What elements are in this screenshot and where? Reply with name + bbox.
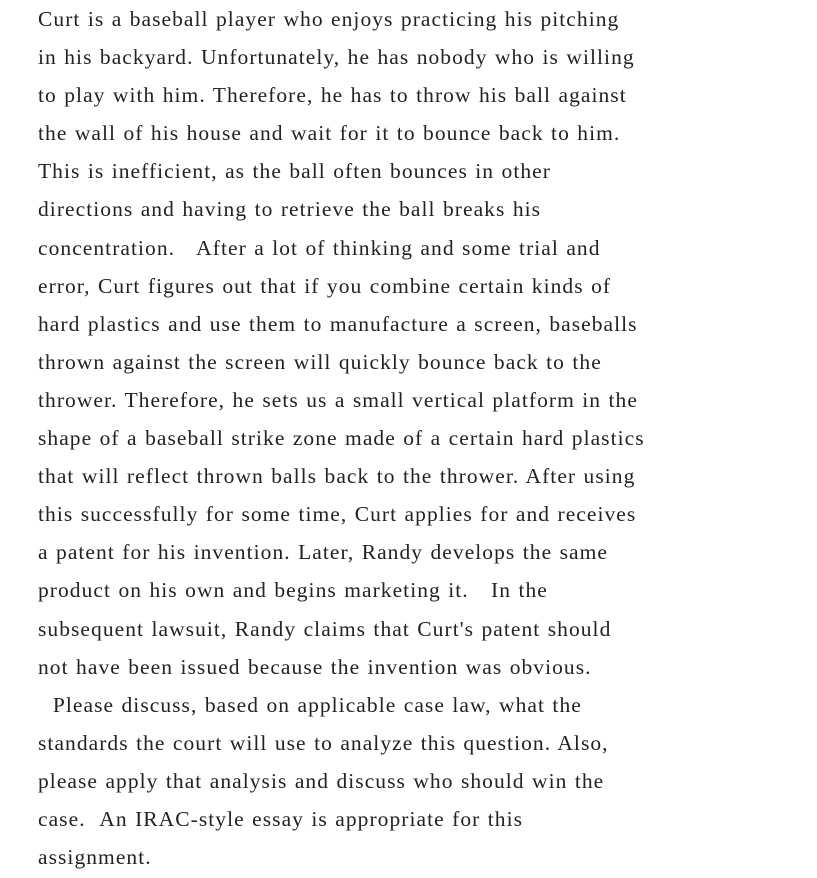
document-body [38,0,798,876]
text-line: to play with him. Therefore, he has to throw his ball against [38,83,627,108]
text-line: case. An IRAC-style essay is appropriate for this [38,806,524,831]
text-line: concentration. After a lot of thinking and some trial and [38,235,601,260]
text-line: subsequent lawsuit, Randy claims that Curt's patent should [38,616,612,641]
text-line: thrown against the screen will quickly bounce back to the [38,349,602,374]
text-line: not have been issued because the invention was obvious. [38,654,592,679]
text-line: assignment. [38,845,152,870]
text-line: this successfully for some time, Curt applies for and receives [38,502,637,527]
text-line: product on his own and begins marketing it. In the [38,578,548,603]
text-line: Please discuss, based on applicable case law, what the [38,692,582,717]
text-line: This is inefficient, as the ball often bounces in other [38,159,551,184]
text-line: directions and having to retrieve the ball breaks his [38,197,542,222]
text-line: the wall of his house and wait for it to bounce back to him. [38,121,621,146]
text-line: please apply that analysis and discuss who should win the [38,768,605,793]
text-line: thrower. Therefore, he sets us a small vertical platform in the [38,387,638,412]
text-line: Curt is a baseball player who enjoys practicing his pitching [38,7,620,31]
text-line: standards the court will use to analyze this question. Also, [38,730,609,755]
text-line: error, Curt figures out that if you combine certain kinds of [38,273,612,298]
text-line: in his backyard. Unfortunately, he has nobody who is willing [38,45,635,70]
text-line: hard plastics and use them to manufacture a screen, baseballs [38,311,638,336]
text-line: a patent for his invention. Later, Randy develops the same [38,540,608,565]
text-line: shape of a baseball strike zone made of a certain hard plastics [38,426,645,451]
text-line: that will reflect thrown balls back to the thrower. After using [38,464,636,489]
